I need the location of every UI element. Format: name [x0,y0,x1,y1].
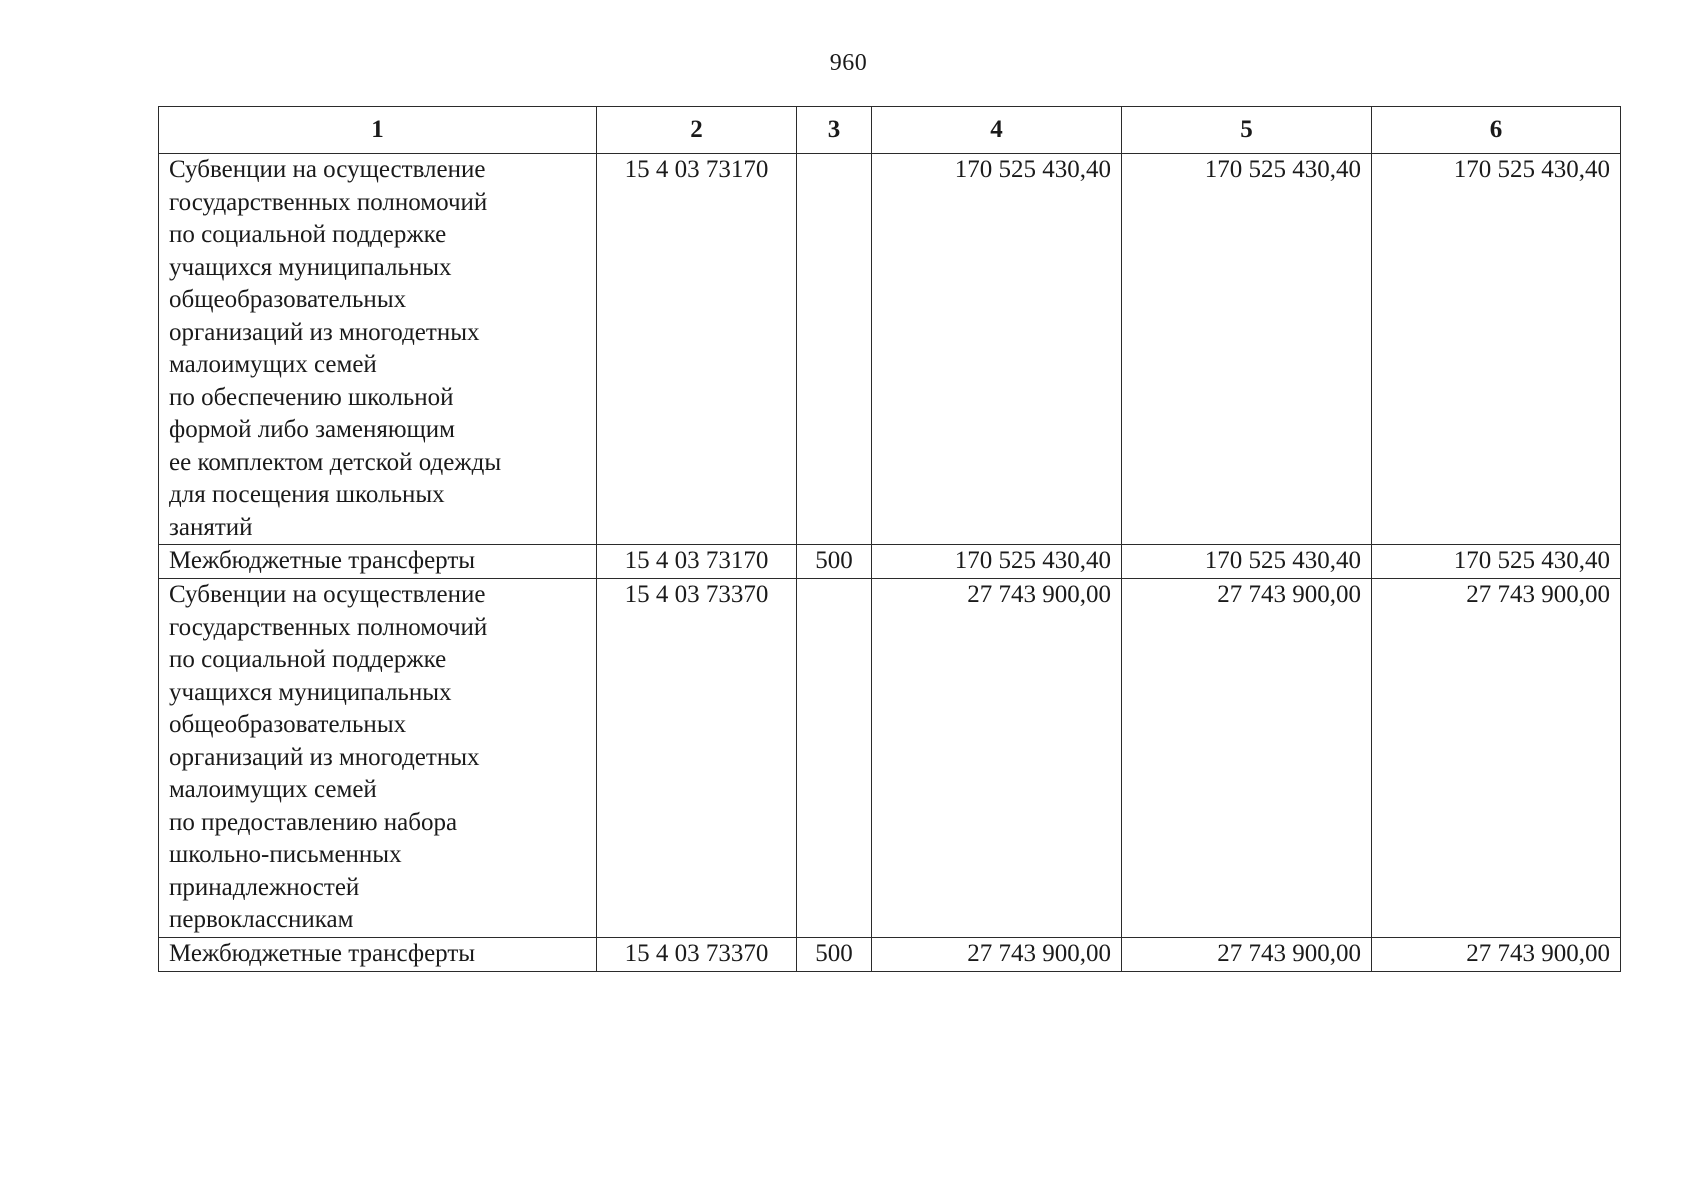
row-amount-6-cell: 27 743 900,00 [1372,579,1621,938]
row-name-line: организаций из многодетных [169,743,480,771]
table-row [159,154,1621,545]
row-amount-4-cell: 27 743 900,00 [872,937,1122,971]
row-amount-5-cell: 27 743 900,00 [1122,579,1372,938]
table-row [159,545,1621,579]
row-name-line: Межбюджетные трансферты [169,547,476,574]
row-name-line: общеобразовательных [169,711,407,738]
row-name-line: малоимущих семей [169,351,377,378]
row-name-line: государственных полномочий [169,188,488,216]
row-name-cell [159,154,597,545]
row-name-line: Субвенции на осуществление [169,581,486,608]
row-code-cell: 15 4 03 73370 [597,579,797,938]
row-name-cell [159,579,597,938]
row-amount-4-cell: 170 525 430,40 [872,154,1122,545]
row-name-line: формой либо заменяющим [169,416,455,443]
row-name-line: первоклассникам [169,906,354,933]
row-amount-4-cell: 170 525 430,40 [872,545,1122,579]
row-amount-6-cell: 170 525 430,40 [1372,545,1621,579]
row-name-line: принадлежностей [169,873,360,901]
header-col-3: 3 [797,107,872,154]
row-name-line: малоимущих семей [169,776,377,803]
table-row [159,937,1621,971]
row-name-line: ее комплектом детской одежды [169,448,502,476]
row-name-line: школьно-письменных [169,841,402,868]
row-name-line: Субвенции на осуществление [169,156,486,183]
row-name-line: занятий [169,513,253,541]
row-amount-5-cell: 27 743 900,00 [1122,937,1372,971]
row-name-cell [159,545,597,579]
row-name-line: по социальной поддержке [169,646,447,673]
row-name-line: по обеспечению школьной [169,383,454,411]
row-name-line: учащихся муниципальных [169,678,452,706]
table-header-row [159,107,1621,154]
row-code-cell: 15 4 03 73170 [597,545,797,579]
row-amount-4-cell: 27 743 900,00 [872,579,1122,938]
row-amount-6-cell: 170 525 430,40 [1372,154,1621,545]
page-number: 960 [829,50,868,76]
header-col-4: 4 [872,107,1122,154]
row-type-cell [797,579,872,938]
row-amount-5-cell: 170 525 430,40 [1122,154,1372,545]
header-col-1: 1 [159,107,597,154]
row-name-line: учащихся муниципальных [169,253,452,281]
row-amount-5-cell: 170 525 430,40 [1122,545,1372,579]
row-name-cell [159,937,597,971]
row-type-cell: 500 [797,937,872,971]
row-amount-6-cell: 27 743 900,00 [1372,937,1621,971]
row-type-cell [797,154,872,545]
row-name-line: для посещения школьных [169,481,445,508]
header-col-5: 5 [1122,107,1372,154]
budget-table [158,106,1621,972]
row-name-line: по социальной поддержке [169,221,447,248]
row-name-line: по предоставлению набора [169,808,458,836]
row-name-line: общеобразовательных [169,286,407,313]
header-col-2: 2 [597,107,797,154]
header-col-6: 6 [1372,107,1621,154]
table-row [159,579,1621,938]
row-name-line: организаций из многодетных [169,318,480,346]
row-code-cell: 15 4 03 73370 [597,937,797,971]
row-type-cell: 500 [797,545,872,579]
row-name-line: Межбюджетные трансферты [169,939,476,967]
row-code-cell: 15 4 03 73170 [597,154,797,545]
row-name-line: государственных полномочий [169,613,488,641]
